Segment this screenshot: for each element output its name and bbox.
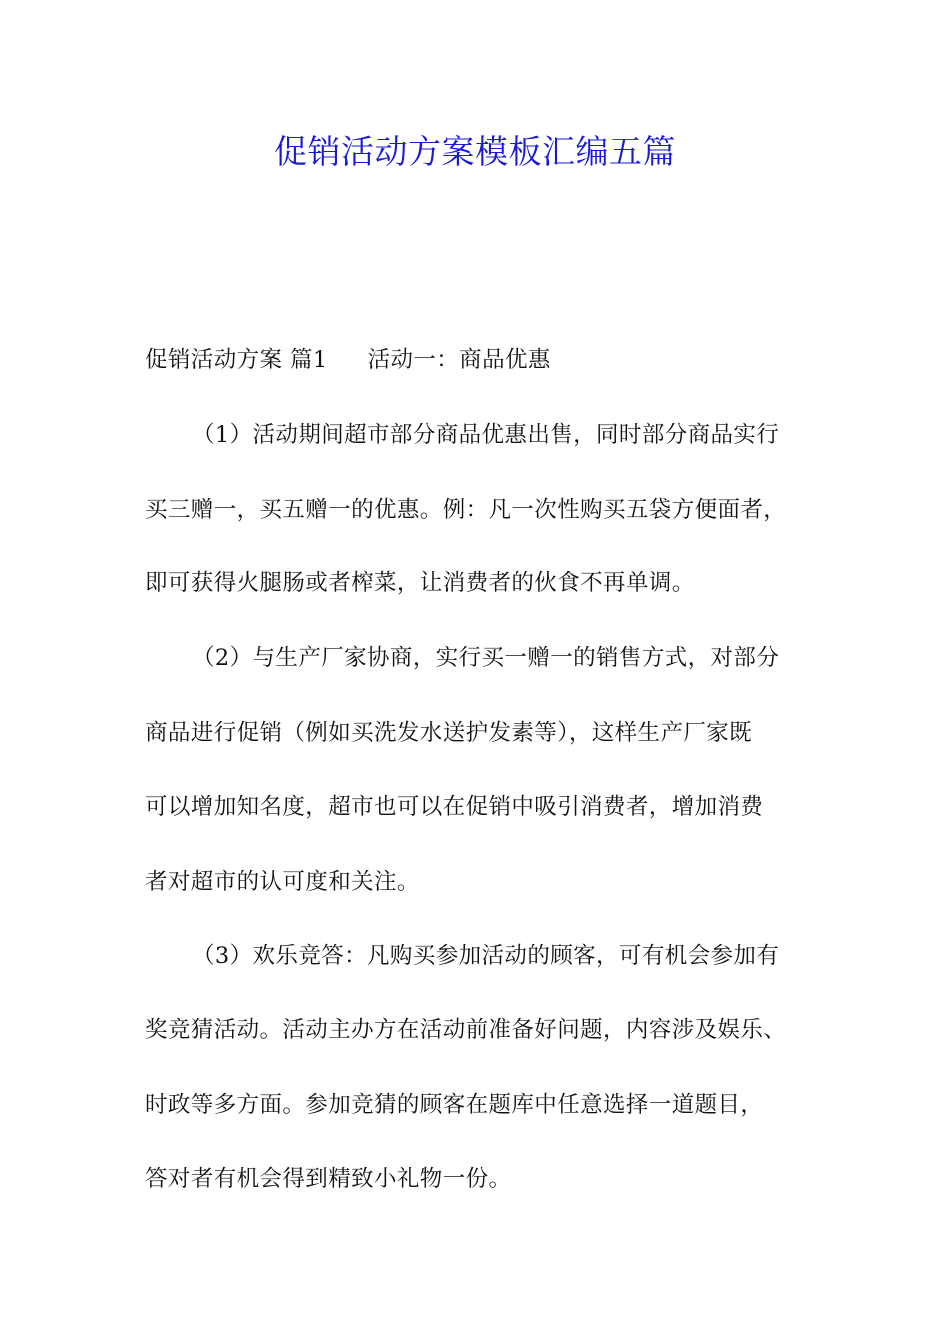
paragraph-line: 时政等多方面。参加竞猜的顾客在题库中任意选择一道题目， bbox=[145, 1092, 764, 1118]
section-label: 促销活动方案 篇1 bbox=[145, 347, 328, 373]
paragraph-line: （3）欢乐竞答：凡购买参加活动的顾客，可有机会参加有 bbox=[192, 943, 780, 969]
document-title: 促销活动方案模板汇编五篇 bbox=[274, 132, 676, 171]
activity-label: 活动一：商品优惠 bbox=[367, 347, 551, 373]
paragraph-line: 答对者有机会得到精致小礼物一份。 bbox=[145, 1166, 512, 1192]
paragraph-line: （1）活动期间超市部分商品优惠出售，同时部分商品实行 bbox=[192, 422, 780, 448]
paragraph-line: （2）与生产厂家协商，实行买一赠一的销售方式，对部分 bbox=[192, 645, 780, 671]
paragraph-line: 即可获得火腿肠或者榨菜，让消费者的伙食不再单调。 bbox=[145, 570, 695, 596]
paragraph-line: 奖竞猜活动。活动主办方在活动前准备好问题，内容涉及娱乐、 bbox=[145, 1017, 787, 1043]
paragraph-line: 买三赠一，买五赠一的优惠。例：凡一次性购买五袋方便面者， bbox=[145, 497, 787, 523]
paragraph-line: 商品进行促销（例如买洗发水送护发素等），这样生产厂家既 bbox=[145, 720, 753, 746]
paragraph-line: 者对超市的认可度和关注。 bbox=[145, 869, 420, 895]
section-heading bbox=[145, 340, 825, 380]
paragraph-line: 可以增加知名度，超市也可以在促销中吸引消费者，增加消费 bbox=[145, 794, 764, 820]
